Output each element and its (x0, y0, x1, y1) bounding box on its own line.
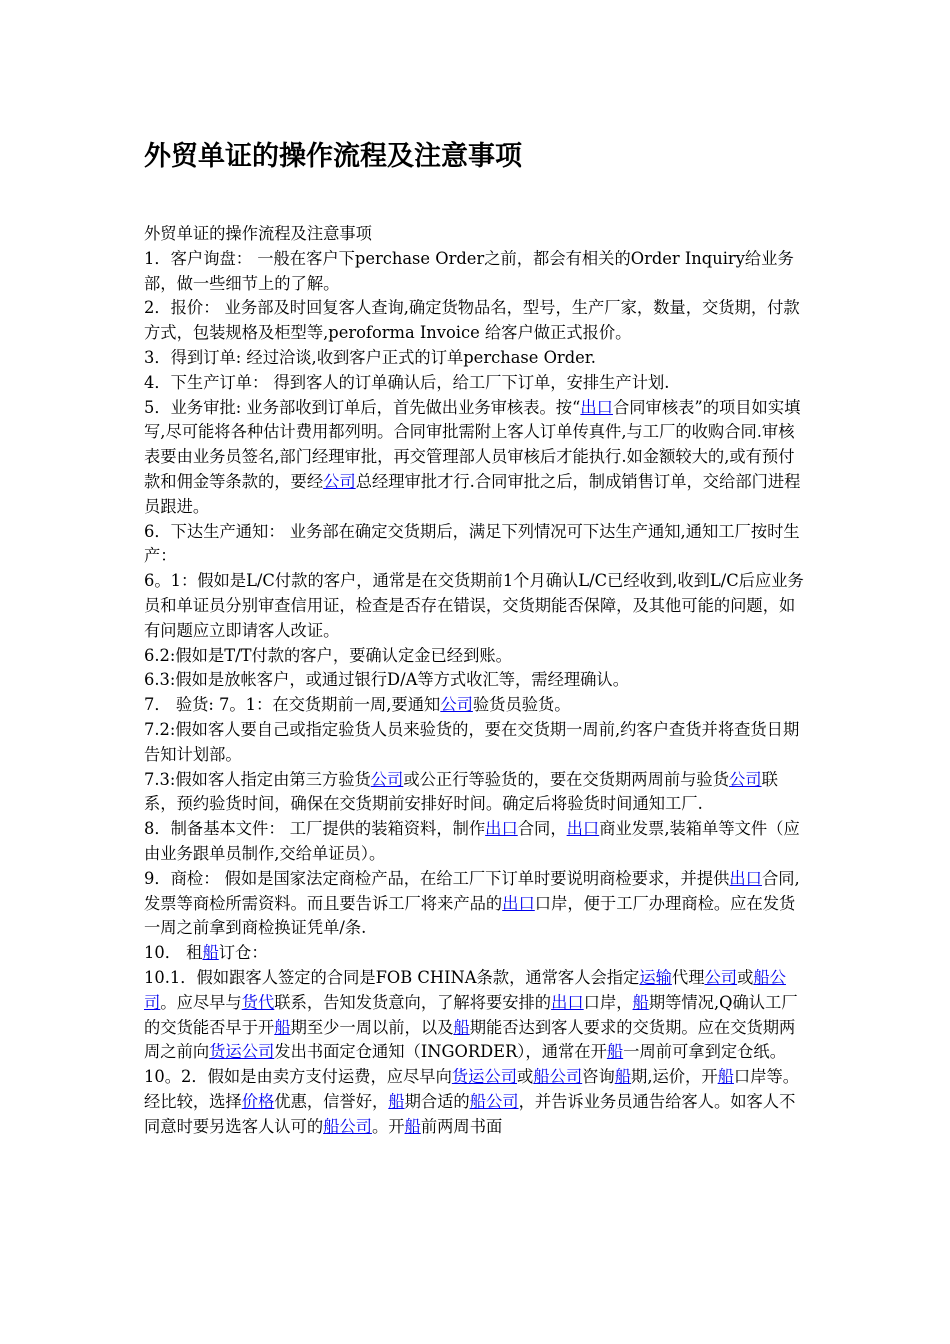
paragraph-text: 7.2:假如客人要自己或指定验货人员来验货的，要在交货期一周前,约客户查货并将查货日期告知计划部。 (144, 719, 800, 764)
document-title: 外贸单证的操作流程及注意事项 (144, 141, 522, 172)
paragraph-text: 10。2．假如是由卖方支付运费，应尽早向 (144, 1067, 452, 1087)
inline-link[interactable]: 出口 (502, 893, 535, 913)
inline-link[interactable]: 船 (632, 992, 649, 1012)
paragraph (144, 941, 810, 966)
inline-link[interactable]: 出口 (566, 819, 600, 839)
inline-link[interactable]: 出口 (551, 992, 584, 1012)
inline-link[interactable]: 船 (404, 1116, 421, 1136)
document-body (144, 222, 810, 1139)
inline-link[interactable]: 船公司 (469, 1091, 519, 1111)
paragraph-text: 1．客户询盘： 一般在客户下perchase Order之前，都会有相关的Order Inquiry给业务部，做一些细节上的了解。 (144, 248, 794, 293)
paragraph-text: 10． 租 (144, 943, 203, 963)
inline-link[interactable]: 货运公司 (451, 1067, 517, 1087)
inline-link[interactable]: 船 (388, 1091, 405, 1111)
inline-link[interactable]: 公司 (323, 471, 356, 491)
inline-link[interactable]: 船公司 (323, 1116, 372, 1136)
paragraph-text: 前两周书面 (420, 1116, 503, 1136)
paragraph-text: 合同， (517, 819, 567, 839)
paragraph (144, 718, 810, 768)
paragraph-text: 7． 验货: 7。1：在交货期前一周,要通知 (144, 695, 441, 715)
paragraph-text: 6．下达生产通知： 业务部在确定交货期后，满足下列情况可下达生产通知,通知工厂按时生产： (144, 521, 800, 566)
paragraph-text: 3．得到订单: 经过洽谈,收到客户正式的订单perchase Order. (144, 347, 596, 367)
paragraph (144, 396, 810, 520)
paragraph-text: 或 (737, 967, 754, 987)
paragraph-text: 验货员验货。 (472, 695, 571, 715)
paragraph-text: 5．业务审批: 业务部收到订单后，首先做出业务审核表。按“ (144, 397, 581, 417)
paragraph-text: 期,运价，开 (631, 1067, 718, 1087)
paragraph-text: 订仓： (218, 943, 268, 963)
paragraph-text: 口岸等。经比较，选择 (144, 1067, 800, 1111)
paragraph (144, 644, 810, 669)
paragraph-text: 期至少一周以前，以及 (290, 1017, 454, 1037)
paragraph-text: 期合适的 (404, 1091, 470, 1111)
paragraph (144, 693, 810, 718)
paragraph-text: 总经理审批才行.合同审批之后，制成销售订单，交给部门进程员跟进。 (144, 471, 801, 516)
paragraph-text: 发出书面定仓通知（INGORDER），通常在开 (274, 1042, 607, 1062)
inline-link[interactable]: 船 (606, 1042, 624, 1062)
inline-link[interactable]: 公司 (704, 967, 738, 987)
paragraph (144, 296, 810, 346)
paragraph-text: 期能否达到客人要求的交货期。应在交货期两周之前向 (144, 1017, 796, 1062)
paragraph-text: 7.3:假如客人指定由第三方验货 (144, 769, 371, 789)
inline-link[interactable]: 船 (614, 1067, 632, 1087)
paragraph-text: 。应尽早与 (160, 992, 242, 1012)
paragraph-text: 一周前可拿到定仓纸。 (623, 1042, 786, 1062)
inline-link[interactable]: 公司 (728, 769, 762, 789)
paragraph-text: 咨询 (582, 1067, 615, 1087)
inline-link[interactable]: 船 (717, 1067, 734, 1087)
paragraph-text: 8．制备基本文件： 工厂提供的装箱资料，制作 (144, 819, 486, 839)
inline-link[interactable]: 船公司 (533, 1067, 583, 1087)
inline-link[interactable]: 出口 (485, 819, 518, 839)
inline-link[interactable]: 运输 (639, 967, 672, 987)
paragraph (144, 520, 810, 570)
paragraph-text: 口岸，便于工厂办理商检。应在发货一周之前拿到商检换证凭单/条. (144, 893, 796, 938)
paragraph-text: 。开 (371, 1116, 405, 1136)
paragraph-text: 商业发票,装箱单等文件（应由业务跟单员制作,交给单证员）。 (144, 819, 800, 863)
paragraph (144, 966, 810, 1065)
paragraph-text: 优惠，信誉好， (274, 1091, 389, 1111)
paragraph (144, 247, 810, 297)
inline-link[interactable]: 价格 (241, 1091, 275, 1111)
paragraph-text: 口岸， (583, 992, 633, 1012)
paragraph-text: 6。1：假如是L/C付款的客户，通常是在交货期前1个月确认L/C已经收到,收到L/C后应业务员和单证员分别审查信用证，检查是否存在错误，交货期能否保障，及其他可能的问题，如有问题应立即请客人改证。 (144, 571, 804, 640)
inline-link[interactable]: 公司 (370, 769, 404, 789)
inline-link[interactable]: 货代 (241, 992, 275, 1012)
inline-link[interactable]: 出口 (580, 397, 613, 417)
inline-link[interactable]: 船 (453, 1017, 470, 1037)
paragraph-text: 外贸单证的操作流程及注意事项 (144, 224, 372, 243)
paragraph-text: 联系，预约验货时间，确保在交货期前安排好时间。确定后将验货时间通知工厂. (144, 769, 778, 814)
paragraph-text: 10.1．假如跟客人签定的合同是FOB CHINA条款，通常客人会指定 (144, 967, 640, 987)
paragraph (144, 768, 810, 818)
paragraph-text: 6.3:假如是放帐客户，或通过银行D/A等方式收汇等，需经理确认。 (144, 670, 629, 690)
paragraph-text: 代理 (671, 967, 705, 987)
inline-link[interactable]: 船 (274, 1017, 291, 1037)
inline-link[interactable]: 公司 (440, 695, 473, 715)
inline-link[interactable]: 船 (202, 943, 219, 963)
paragraph-text: 或 (517, 1067, 534, 1087)
paragraph-text: 6.2:假如是T/T付款的客户，要确认定金已经到账。 (144, 645, 512, 665)
paragraph-text: 合同审核表”的项目如实填写,尽可能将各种估计费用都列明。合同审批需附上客人订单传真件,与工厂的收购合同.审核表要由业务员签名,部门经理审批，再交管理部人员审核后才能执行.如金额较大的,或有预付款和佣金等条款的，要经 (144, 397, 801, 491)
paragraph (144, 668, 810, 693)
paragraph (144, 817, 810, 867)
paragraph (144, 371, 810, 396)
inline-link[interactable]: 船公司 (144, 967, 786, 1012)
paragraph-text: 9．商检： 假如是国家法定商检产品，在给工厂下订单时要说明商检要求，并提供 (144, 868, 730, 888)
paragraph-text: 2．报价： 业务部及时回复客人查询,确定货物品名，型号，生产厂家，数量，交货期，付款方式，包装规格及柜型等,peroforma Invoice 给客户做正式报价。 (144, 298, 800, 343)
paragraph-text: 期等情况,Q确认工厂的交货能否早于开 (144, 992, 798, 1037)
paragraph (144, 569, 810, 643)
paragraph (144, 222, 810, 247)
paragraph-text: 联系，告知发货意向，了解将要安排的 (274, 992, 552, 1012)
paragraph-text: 合同,发票等商检所需资料。而且要告诉工厂将来产品的 (144, 868, 800, 913)
paragraph (144, 1065, 810, 1139)
paragraph-text: 4．下生产订单： 得到客人的订单确认后，给工厂下订单，安排生产计划. (144, 372, 670, 392)
paragraph-text: 或公正行等验货的，要在交货期两周前与验货 (403, 769, 729, 789)
inline-link[interactable]: 货运公司 (209, 1042, 275, 1062)
inline-link[interactable]: 出口 (729, 868, 762, 888)
paragraph (144, 346, 810, 371)
paragraph-text: ，并告诉业务员通告给客人。如客人不同意时要另选客人认可的 (144, 1091, 796, 1136)
paragraph (144, 867, 810, 941)
